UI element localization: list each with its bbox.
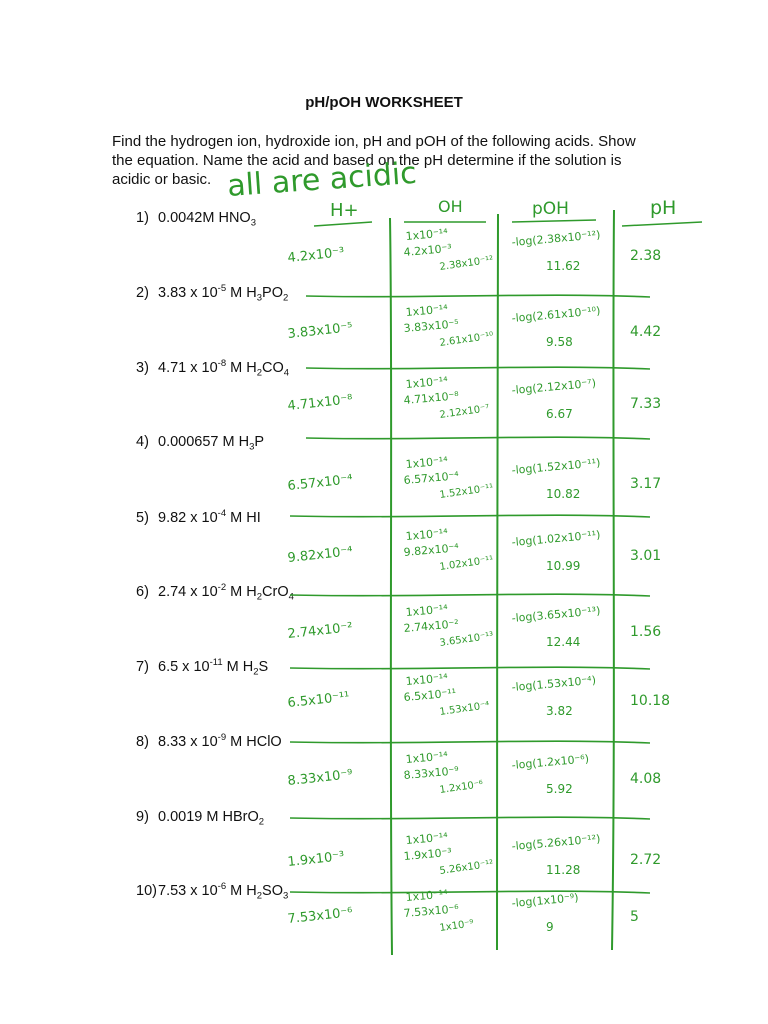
exponent: -4 [217,508,227,519]
problem-4 [136,432,264,453]
ph-answer: 10.18 [630,693,671,709]
instructions: Find the hydrogen ion, hydroxide ion, pH and pOH of the following acids. Show the equation. Name the acid and based on the pH determine if the solution is acidic or basic. [112,133,636,188]
poh-answer: 10.82 [546,487,581,501]
formula-subscript: 4 [288,591,294,603]
formula-subscript: 4 [283,367,290,379]
problem-number: 6) [136,583,149,600]
problem-number: 7) [136,658,149,675]
oh-answer: 1.53x10⁻⁴ [438,700,491,718]
worksheet-title: pH/pOH WORKSHEET [305,94,463,111]
concentration: 7.53 x 10 [158,882,218,899]
oh-work-line2: 7.53x10⁻⁶ [403,902,460,920]
problem-number: 9) [136,808,149,825]
hplus-answer: 7.53x10⁻⁶ [286,905,354,927]
problem-number: 4) [136,433,149,450]
ph-answer: 7.33 [630,396,662,412]
acid-formula-part: M HBrO [202,808,259,825]
problem-2 [136,283,288,304]
oh-work-line1: 1x10⁻¹⁴ [405,526,449,543]
problem-number: 2) [136,284,149,301]
formula-subscript: 2 [258,816,265,828]
oh-work-line2: 6.57x10⁻⁴ [403,469,460,487]
acid-formula-part: M H [226,583,257,600]
exponent: -2 [217,582,227,593]
poh-equation: -log(1.02x10⁻¹¹) [511,528,601,549]
oh-work-line2: 6.5x10⁻¹¹ [403,686,457,704]
row-separator [306,437,650,439]
poh-equation: -log(2.38x10⁻¹²) [511,228,601,249]
column-line [497,214,499,950]
header-underline [512,220,596,222]
exponent: -11 [209,657,223,668]
oh-work-line2: 1.9x10⁻³ [403,845,453,863]
oh-work-line1: 1x10⁻¹⁴ [405,830,449,847]
header-ph: pH [650,197,677,219]
hplus-answer: 2.74x10⁻² [286,620,354,642]
exponent: -6 [217,881,227,892]
oh-answer: 1.02x10⁻¹¹ [438,554,495,573]
oh-answer: 5.26x10⁻¹² [438,858,495,877]
oh-answer: 3.65x10⁻¹³ [438,630,495,649]
poh-equation: -log(5.26x10⁻¹²) [511,832,601,853]
column-line [390,218,392,955]
concentration: 6.5 x 10 [158,658,210,675]
problem-1 [136,208,256,229]
poh-equation: -log(2.12x10⁻⁷) [511,376,597,397]
problem-number: 1) [136,209,149,226]
oh-work-line1: 1x10⁻¹⁴ [405,749,449,766]
oh-work-line2: 2.74x10⁻² [403,617,460,635]
acid-formula-part: P [254,433,265,450]
acid-formula-part: M H [226,359,257,376]
exponent: -8 [217,358,227,369]
poh-equation: -log(1.2x10⁻⁶) [511,752,590,772]
oh-work-line1: 1x10⁻¹⁴ [405,671,449,688]
hplus-answer: 8.33x10⁻⁹ [286,767,354,789]
poh-equation: -log(1.52x10⁻¹¹) [511,456,601,477]
hplus-answer: 3.83x10⁻⁵ [286,320,354,342]
formula-subscript: 2 [282,292,289,304]
problem-10 [136,881,288,902]
ph-answer: 3.17 [630,476,662,492]
exponent: -9 [217,732,227,743]
concentration: 4.71 x 10 [158,359,218,376]
acid-formula-part: SO [262,882,283,899]
problem-5 [136,508,261,529]
oh-work-line2: 9.82x10⁻⁴ [403,541,460,559]
poh-answer: 3.82 [546,704,573,718]
row-separator [290,741,650,743]
acid-formula-part: M HClO [226,733,282,750]
problem-9 [136,807,264,828]
poh-equation: -log(3.65x10⁻¹³) [511,604,601,625]
acid-formula-part: M HNO [202,209,251,226]
concentration: 0.0019 [158,808,203,825]
header-underline [314,222,372,226]
header-oh: OH [438,197,463,216]
problem-3 [136,358,289,379]
hplus-answer: 4.71x10⁻⁸ [286,392,354,414]
concentration: 9.82 x 10 [158,509,218,526]
ph-answer: 4.42 [630,324,662,340]
hplus-answer: 1.9x10⁻³ [286,849,346,870]
oh-work-line1: 1x10⁻¹⁴ [405,374,449,391]
problem-8 [136,732,282,753]
poh-answer: 11.28 [546,863,581,877]
poh-answer: 6.67 [546,407,573,421]
formula-subscript: 3 [282,890,289,902]
poh-equation: -log(1.53x10⁻⁴) [511,673,597,694]
row-separator [290,817,650,819]
oh-work-line1: 1x10⁻¹⁴ [405,602,449,619]
acid-formula-part: M H [218,433,250,450]
poh-equation: -log(2.61x10⁻¹⁰) [511,304,601,325]
acid-formula-part: M H [222,658,254,675]
column-line [612,210,614,950]
poh-answer: 5.92 [546,782,573,796]
oh-answer: 1x10⁻⁹ [438,918,475,934]
acid-formula-part: PO [262,284,283,301]
problem-number: 8) [136,733,149,750]
formula-subscript: 2 [253,666,259,678]
hplus-answer: 6.57x10⁻⁴ [286,472,354,494]
exponent: -5 [217,283,227,294]
hplus-answer: 6.5x10⁻¹¹ [286,689,351,711]
acid-formula-part: CO [262,359,284,376]
poh-answer: 12.44 [546,635,581,649]
hplus-answer: 9.82x10⁻⁴ [286,544,354,566]
row-separator [290,667,650,669]
oh-answer: 2.12x10⁻⁷ [438,403,491,421]
formula-subscript: 3 [249,441,255,453]
problem-7 [136,657,268,678]
oh-work-line1: 1x10⁻¹⁴ [405,226,449,243]
formula-subscript: 2 [256,890,263,902]
oh-answer: 1.2x10⁻⁶ [438,778,484,796]
concentration: 8.33 x 10 [158,733,218,750]
concentration: 0.000657 [158,433,219,450]
header-underline [622,222,702,226]
ph-answer: 5 [630,909,639,925]
poh-equation: -log(1x10⁻⁹) [511,891,580,910]
row-separator [290,891,650,893]
acid-formula-part: M H [226,284,257,301]
oh-work-line2: 3.83x10⁻⁵ [403,317,460,335]
oh-work-line2: 8.33x10⁻⁹ [403,764,460,782]
formula-subscript: 2 [256,591,263,603]
row-separator [306,367,650,369]
concentration: 2.74 x 10 [158,583,218,600]
ph-answer: 2.38 [630,248,662,264]
ph-answer: 4.08 [630,771,662,787]
row-separator [290,594,650,596]
problem-number: 3) [136,359,149,376]
formula-subscript: 3 [250,217,256,229]
hplus-answer: 4.2x10⁻³ [286,245,346,266]
acid-formula-part: CrO [262,583,289,600]
ph-answer: 3.01 [630,548,662,564]
acid-formula-part: M HI [226,509,261,526]
oh-work-line1: 1x10⁻¹⁴ [405,887,449,904]
oh-answer: 1.52x10⁻¹¹ [438,482,495,501]
oh-work-line2: 4.2x10⁻³ [403,241,453,259]
acid-formula-part: S [258,658,269,675]
poh-answer: 11.62 [546,259,581,273]
ph-answer: 1.56 [630,624,662,640]
poh-answer: 9.58 [546,335,573,349]
header-hplus: H+ [330,200,359,221]
formula-subscript: 2 [256,367,263,379]
problem-number: 5) [136,509,149,526]
header-poh: pOH [532,199,569,219]
oh-work-line1: 1x10⁻¹⁴ [405,454,449,471]
row-separator [306,295,650,297]
problem-6 [136,582,294,603]
acid-formula-part: M H [226,882,257,899]
oh-work-line2: 4.71x10⁻⁸ [403,389,460,407]
oh-work-line1: 1x10⁻¹⁴ [405,302,449,319]
row-separator [290,515,650,517]
note-all-acidic: all are acidic [226,155,418,204]
concentration: 0.0042 [158,209,203,226]
oh-answer: 2.38x10⁻¹² [438,254,495,273]
ph-answer: 2.72 [630,852,662,868]
poh-answer: 10.99 [546,559,581,573]
concentration: 3.83 x 10 [158,284,218,301]
oh-answer: 2.61x10⁻¹⁰ [438,330,495,349]
poh-answer: 9 [546,920,554,934]
formula-subscript: 3 [256,292,263,304]
problem-number: 10) [136,882,157,899]
